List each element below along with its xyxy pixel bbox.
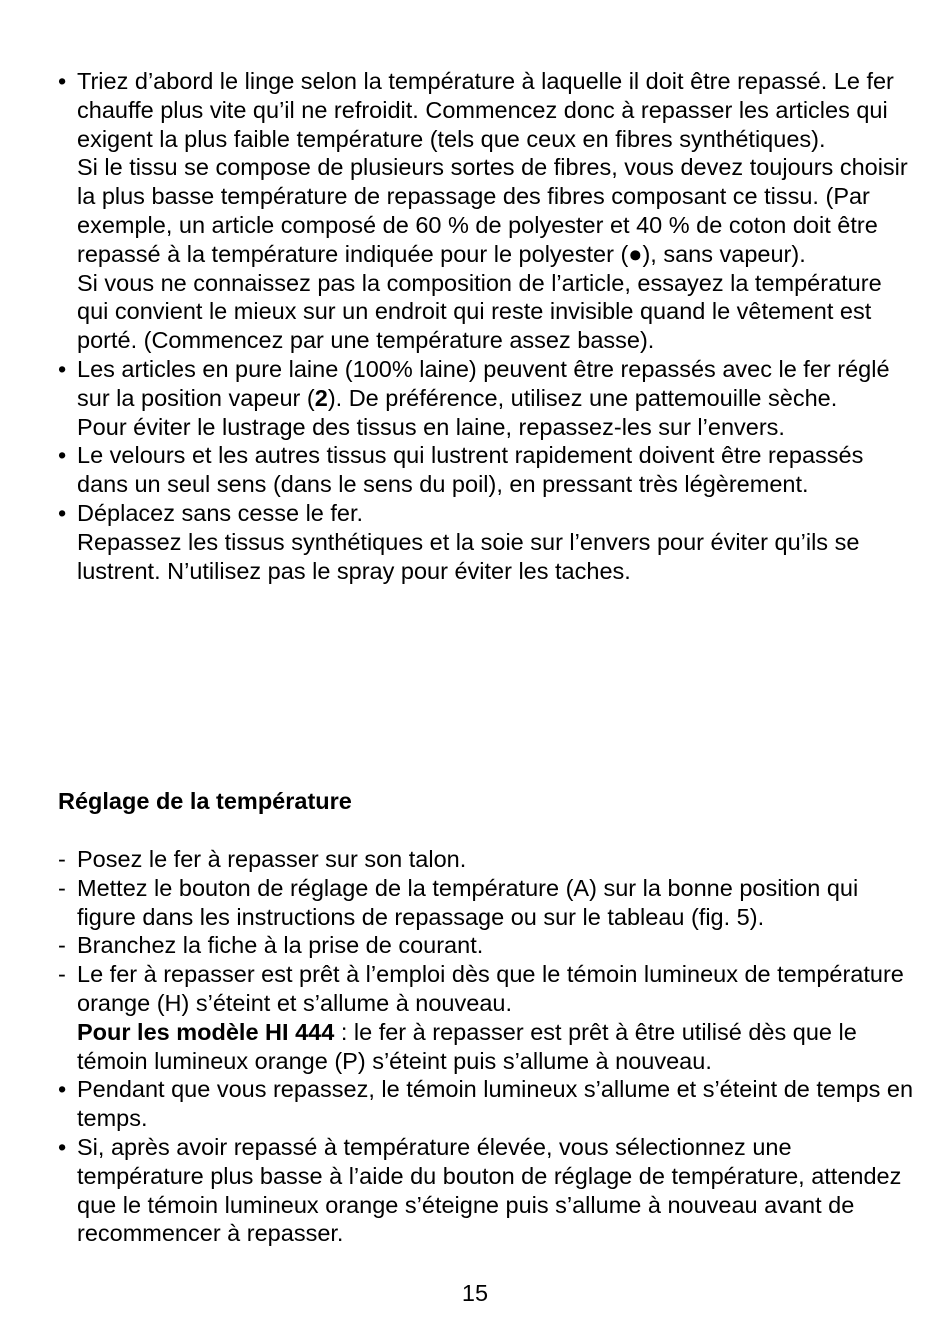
model-label: Pour les modèle HI 444 (77, 1018, 335, 1045)
paragraph: Mettez le bouton de réglage de la température (A) sur la bonne position qui figure dans les instructions de repassage ou sur le tableau (fig. 5). (77, 874, 859, 930)
paragraph: Triez d’abord le linge selon la température à laquelle il doit être repassé. Le fer chauffe plus vite qu’il ne refroidit. Commencez donc à repasser les articles qui exigent la plus faible température (tels que ceux en fibres synthétiques). (77, 68, 894, 152)
paragraph: Repassez les tissus synthétiques et la soie sur l’envers pour éviter qu’ils se lustrent. N’utilisez pas le spray pour éviter les taches. (77, 528, 860, 584)
page-number: 15 (461, 1280, 489, 1306)
bullet-marker: • (58, 442, 67, 469)
list-item (58, 355, 918, 441)
paragraph: Déplacez sans cesse le fer. (77, 499, 364, 526)
ironing-tips-list (58, 67, 918, 585)
list-item (58, 960, 918, 1075)
dash-marker: - (58, 932, 66, 959)
list-item (58, 845, 918, 874)
paragraph: Posez le fer à repasser sur son talon. (77, 846, 467, 872)
list-item (58, 67, 918, 355)
bullet-marker: • (58, 1076, 67, 1103)
model-note (77, 1018, 918, 1076)
section-heading: Réglage de la température (58, 788, 352, 814)
paragraph: Si vous ne connaissez pas la composition de l’article, essayez la température qui convient le mieux sur un endroit qui reste invisible quand le vêtement est porté. (Commencez par une température assez basse). (77, 269, 882, 354)
paragraph: Si le tissu se compose de plusieurs sortes de fibres, vous devez toujours choisir la plus basse température de repassage des fibres composant ce tissu. (Par exemple, un article composé de 60 % de polyester et 40 % de coton doit être repassé à la température indiquée pour le polyester (●), sans vapeur). (77, 154, 908, 267)
paragraph: Le velours et les autres tissus qui lustrent rapidement doivent être repassés dans un seul sens (dans le sens du poil), en pressant très légèrement. (77, 442, 864, 498)
list-item (58, 1075, 918, 1133)
text-run: ). De préférence, utilisez une pattemouille sèche. (327, 384, 838, 411)
list-item (58, 931, 918, 960)
list-item (58, 441, 918, 499)
dash-marker: - (58, 961, 66, 988)
bullet-marker: • (58, 355, 67, 382)
bullet-marker: • (58, 68, 67, 94)
steam-position-number: 2 (314, 384, 328, 411)
text-run: : le fer à repasser est prêt à être utilisé dès que le témoin lumineux orange (P) s’éteint puis s’allume à nouveau. (77, 1018, 857, 1074)
dash-marker: - (58, 846, 66, 872)
paragraph (77, 355, 918, 413)
list-item (58, 499, 918, 585)
list-item (58, 874, 918, 932)
temperature-steps-list (58, 845, 918, 1248)
bullet-marker: • (58, 499, 67, 526)
list-item (58, 1133, 918, 1248)
paragraph: Pendant que vous repassez, le témoin lumineux s’allume et s’éteint de temps en temps. (77, 1076, 914, 1132)
text-run: Les articles en pure laine (100% laine) peuvent être repassés avec le fer réglé sur la position vapeur ( (77, 355, 890, 411)
paragraph: Si, après avoir repassé à température élevée, vous sélectionnez une température plus basse à l’aide du bouton de réglage de température, attendez que le témoin lumineux orange s’éteigne puis s’allume à nouveau avant de recommencer à repasser. (77, 1133, 902, 1247)
bullet-marker: • (58, 1133, 67, 1160)
paragraph: Branchez la fiche à la prise de courant. (77, 932, 484, 959)
paragraph: Le fer à repasser est prêt à l’emploi dès que le témoin lumineux de température orange (H) s’éteint et s’allume à nouveau. (77, 961, 904, 1016)
dash-marker: - (58, 874, 66, 901)
paragraph: Pour éviter le lustrage des tissus en laine, repassez-les sur l’envers. (77, 413, 785, 440)
